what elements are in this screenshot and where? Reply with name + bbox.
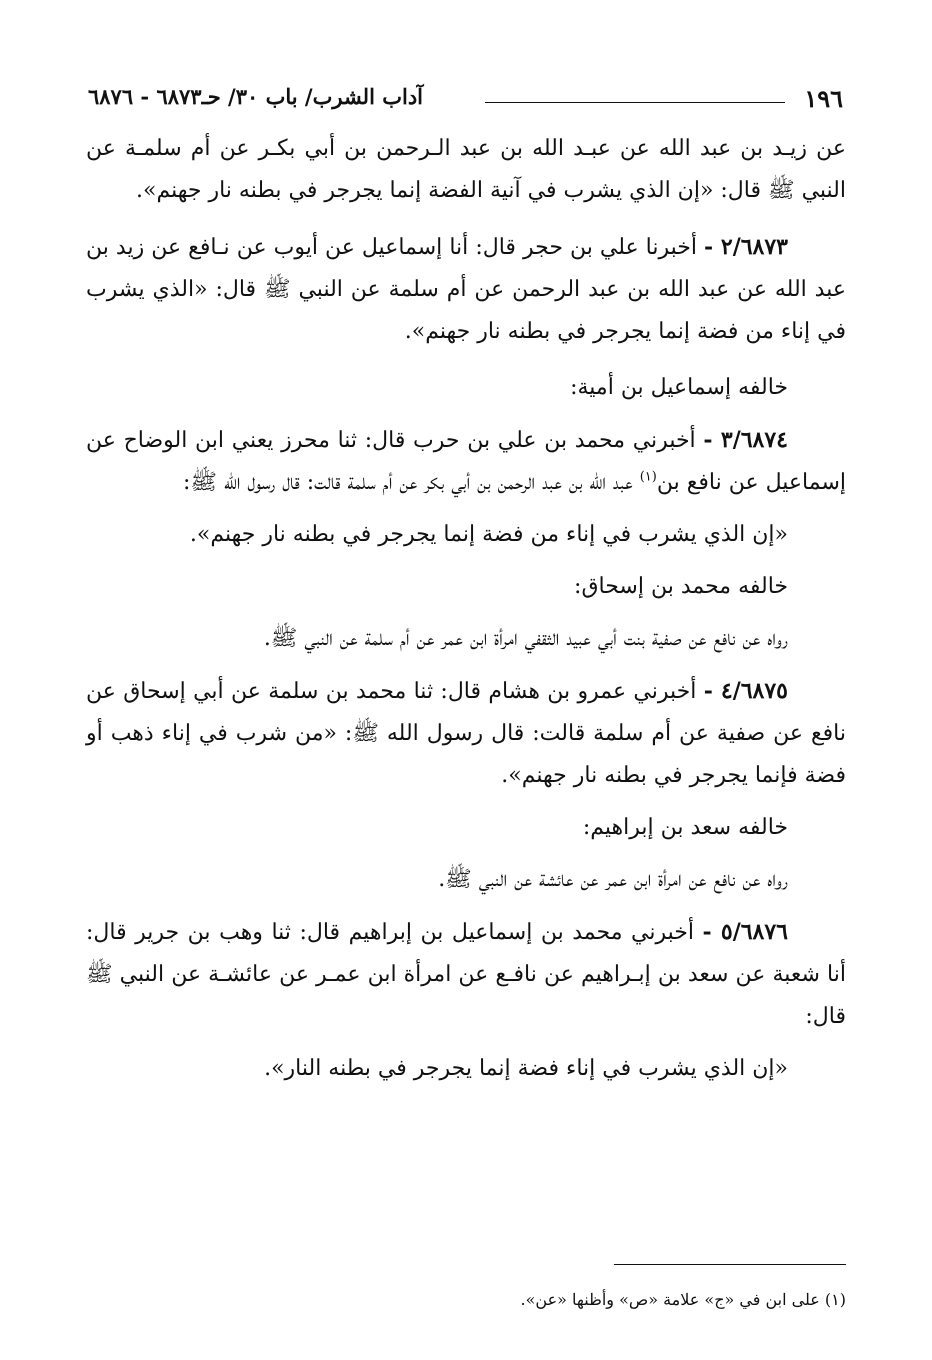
hadith-number: ٣/٦٨٧٤ -	[703, 427, 788, 453]
paragraph-text: أخبرنا علي بن حجر قال: أنا إسماعيل عن أيوب عن نـافع عن زيد بن عبد الله عن عبد الله بن عبد الرحمن عن أم سلمة عن النبي ﷺ قال: «الذي يشرب في إناء من فضة إنما يجرجر في بطنه نار جهنم».	[86, 235, 846, 344]
note-line	[86, 367, 846, 409]
hadith-6875	[86, 670, 846, 797]
footnote-text: (١) على ابن في «ج» علامة «ص» وأظنها «عن».	[520, 1290, 846, 1309]
paragraph-text: خالفه إسماعيل بن أمية:	[570, 375, 788, 400]
footnote	[86, 1288, 846, 1312]
paragraph-text: «إن الذي يشرب في إناء فضة إنما يجرجر في بطنه النار».	[264, 1056, 788, 1081]
paragraph-text: رواه عن نافع عن صفية بنت أبي عبيد الثقفي امرأة ابن عمر عن أم سلمة عن النبي ﷺ.	[263, 626, 788, 651]
paragraph-continuation	[86, 128, 846, 212]
paragraph-text: أخبرني محمد بن إسماعيل بن إبراهيم قال: ثنا وهب بن جرير قال: أنا شعبة عن سعد بن إبـراهيم عن نافـع عن امرأة ابن عمـر عن عائشـة عن النبي ﷺ قال:	[86, 920, 846, 1029]
page-number: ١٩٦	[804, 84, 843, 113]
main-text	[86, 128, 846, 1100]
hadith-6874	[86, 419, 846, 504]
hadith-number: ٢/٦٨٧٣ -	[704, 234, 788, 260]
note-line	[86, 566, 846, 608]
hadith-6876	[86, 911, 846, 1038]
paragraph-text: رواه عن نافع عن امرأة ابن عمر عن عائشة عن النبي ﷺ.	[438, 867, 788, 892]
quote-line	[86, 514, 846, 556]
note-line	[86, 807, 846, 849]
paragraph-text: أخبرني محمد بن علي بن حرب قال: ثنا محرز يعني ابن الوضاح عن إسماعيل عن نافع بن	[86, 428, 846, 495]
hadith-number: ٤/٦٨٧٥ -	[703, 678, 788, 704]
footnote-reference[interactable]: (١)	[639, 469, 657, 485]
narration-line	[86, 859, 846, 901]
hadith-number: ٥/٦٨٧٦ -	[702, 919, 788, 945]
paragraph-text: أخبرني عمرو بن هشام قال: ثنا محمد بن سلمة عن أبي إسحاق عن نافع عن صفية عن أم سلمة قالت: قال رسول الله ﷺ: «من شرب في إناء ذهب أو فضة فإنما يجرجر في بطنه نار جهنم».	[86, 679, 846, 788]
hadith-6873	[86, 226, 846, 353]
running-title: آداب الشرب/ باب ٣٠/ حـ٦٨٧٣ - ٦٨٧٦	[88, 84, 424, 109]
page-header	[88, 84, 843, 114]
header-rule	[485, 102, 785, 103]
paragraph-text: خالفه محمد بن إسحاق:	[574, 574, 788, 599]
quote-line	[86, 1048, 846, 1090]
paragraph-text: خالفه سعد بن إبراهيم:	[582, 815, 788, 840]
paragraph-text: «إن الذي يشرب في إناء من فضة إنما يجرجر في بطنه نار جهنم».	[189, 522, 788, 547]
paragraph-text: عبد الله بن عبد الرحمن بن أبي بكر عن أم سلمة قالت: قال رسول الله ﷺ:	[183, 470, 640, 495]
narration-line	[86, 618, 846, 660]
footnote-separator	[614, 1264, 846, 1265]
paragraph-text: عن زيـد بن عبد الله عن عبـد الله بن عبد الـرحمن بن أبي بكـر عن أم سلمـة عن النبي ﷺ قال: «إن الذي يشرب في آنية الفضة إنما يجرجر في بطنه نار جهنم».	[86, 136, 846, 203]
